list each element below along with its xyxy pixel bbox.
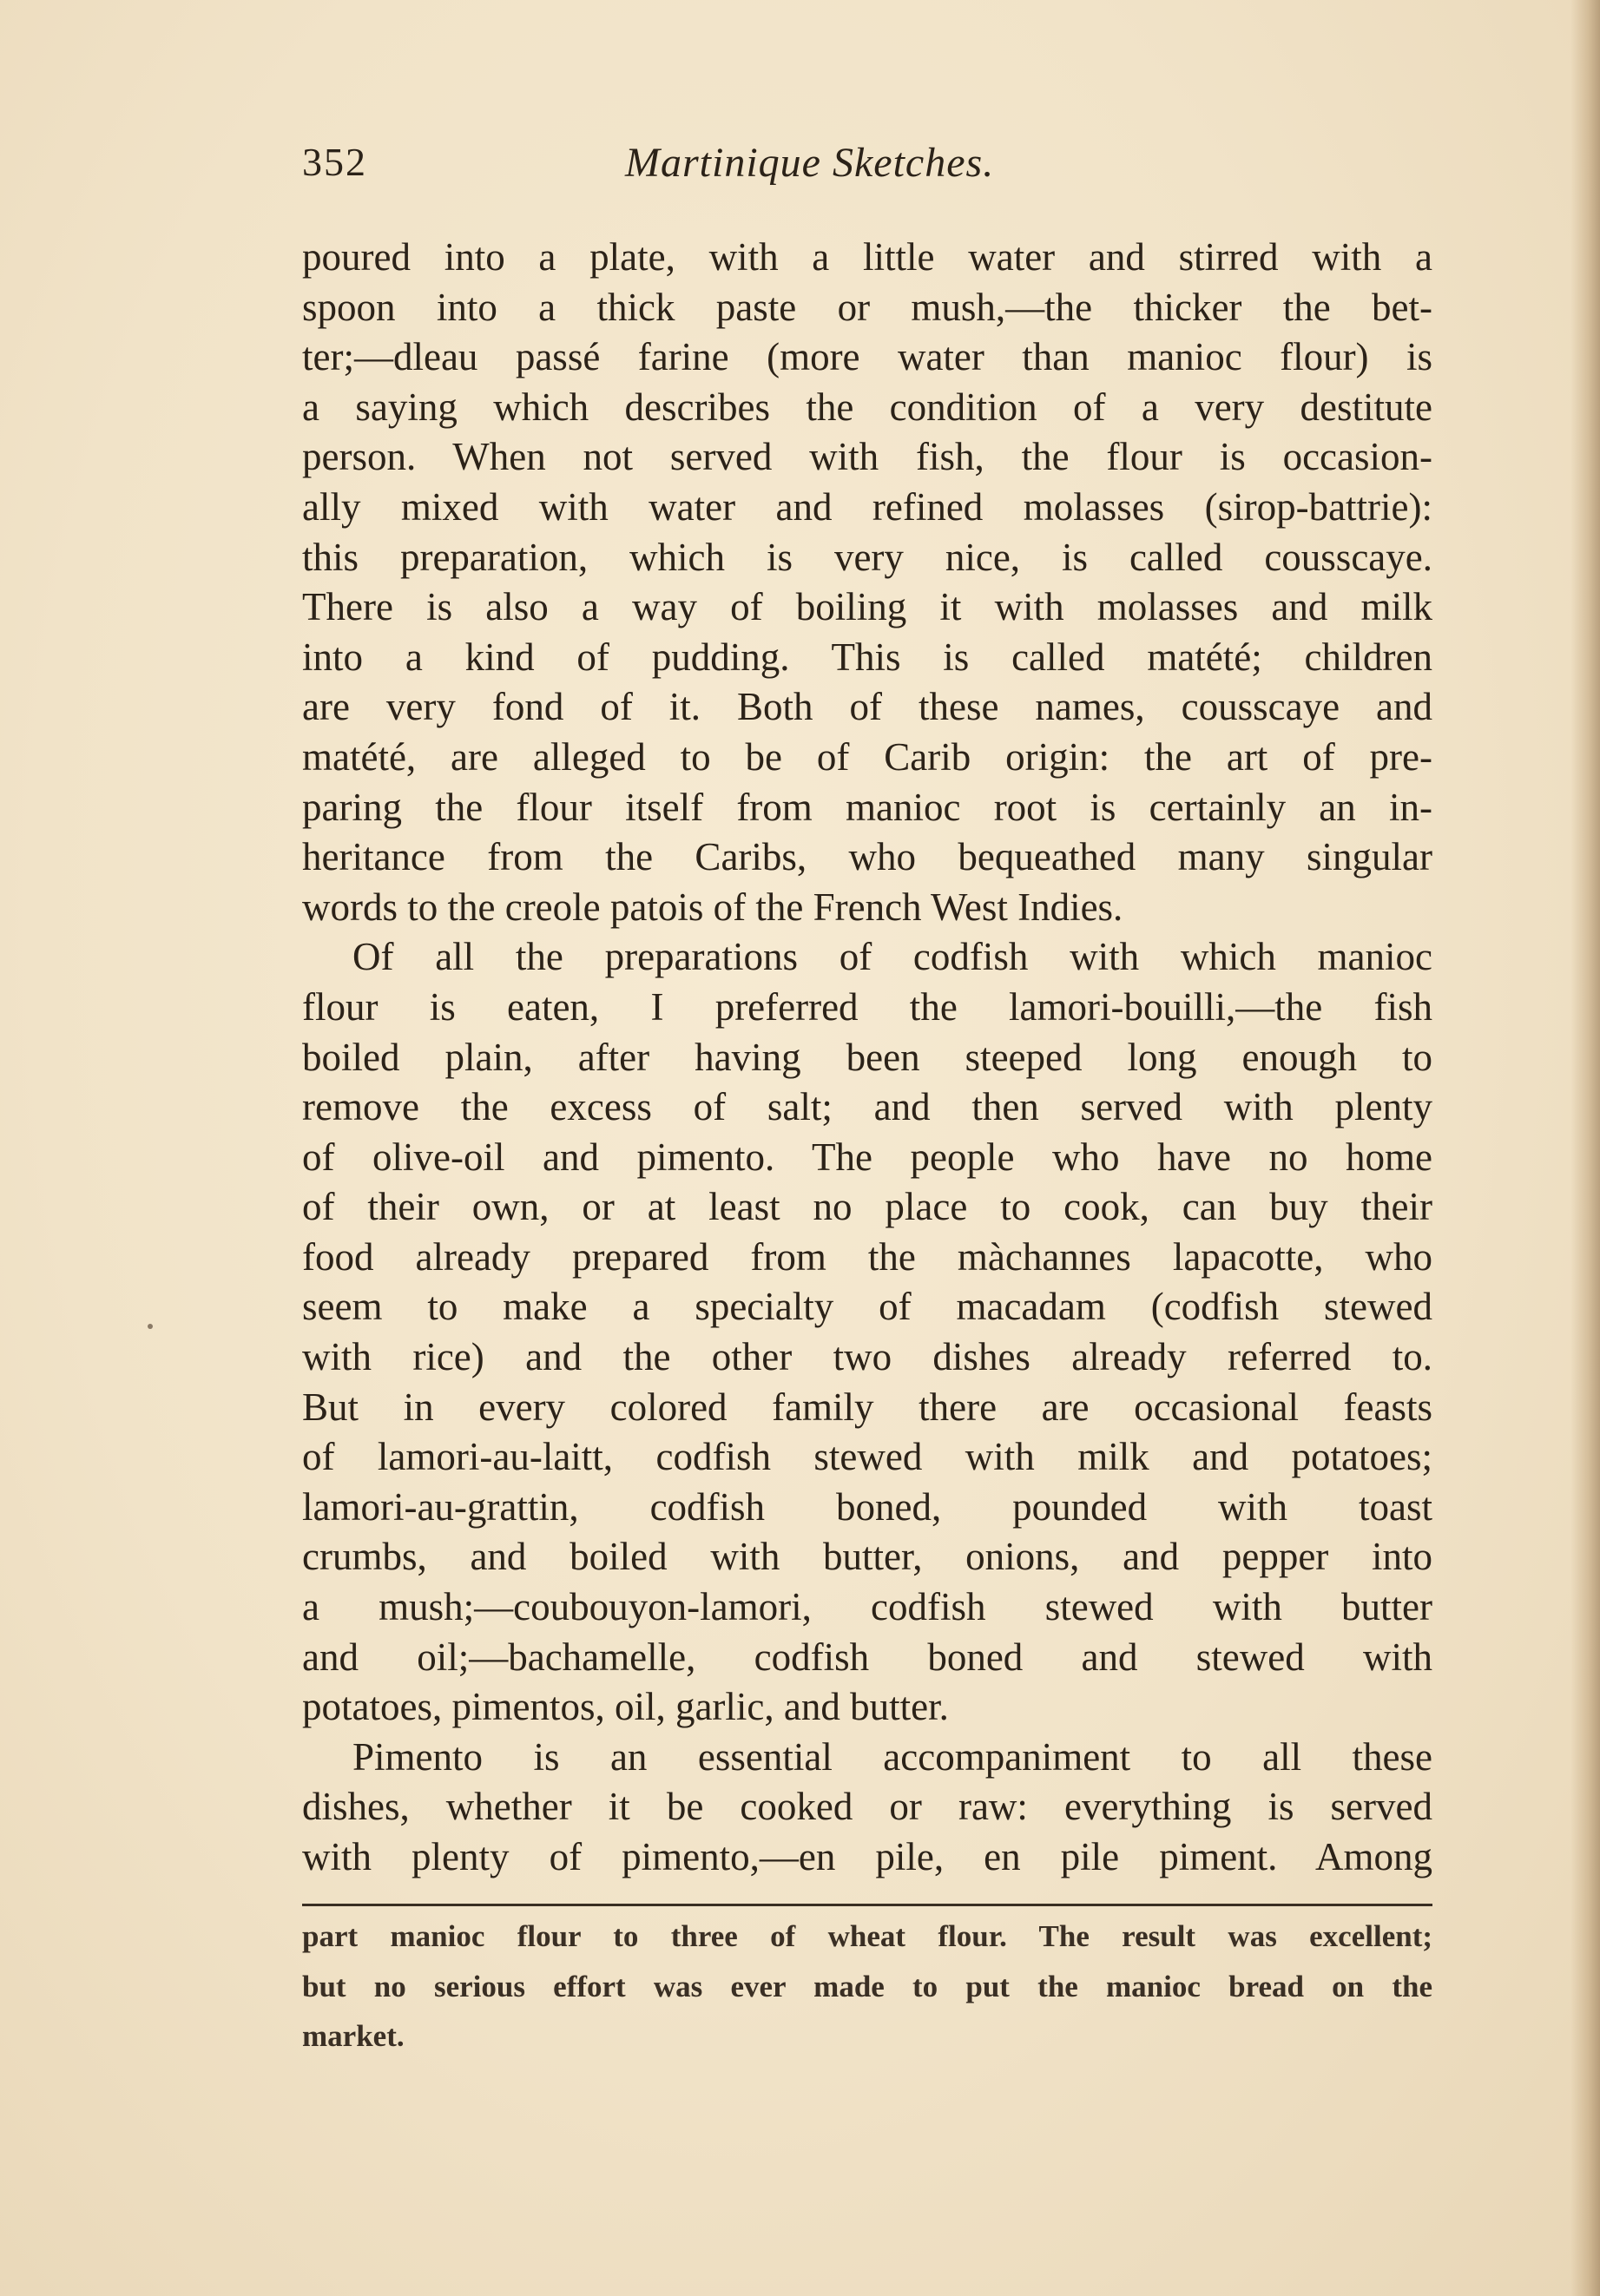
footnote-line: but no serious effort was ever made to put the manioc bread on the [302,1969,1432,2003]
text-line: matété, are alleged to be of Carib origin: the art of pre- [302,734,1432,779]
text-line: and oil;—bachamelle, codfish boned and stewed with [302,1635,1432,1679]
page-edge-shadow [1570,0,1600,2296]
text-line: a mush;—coubouyon-lamori, codfish stewed with butter [302,1585,1432,1629]
text-line: food already prepared from the màchannes lapacotte, who [302,1234,1432,1279]
text-line: boiled plain, after having been steeped long enough to [302,1035,1432,1079]
footnote-line: market. [302,2019,405,2054]
body-text [302,233,1432,1883]
text-line: into a kind of pudding. This is called matété; children [302,635,1432,679]
text-line: lamori-au-grattin, codfish boned, pounded with toast [302,1484,1432,1529]
text-line: remove the excess of salt; and then served with plenty [302,1085,1432,1129]
running-title: Martinique Sketches. [625,140,995,186]
text-line: paring the flour itself from manioc root is certainly an in- [302,785,1432,829]
text-line: poured into a plate, with a little water and stirred with a [302,235,1432,279]
page-header [302,139,1431,200]
footnote-line: part manioc flour to three of wheat flour. The result was excellent; [302,1919,1432,1953]
text-line: person. When not served with fish, the flour is occasion- [302,435,1432,479]
text-line: ally mixed with water and refined molasses (sirop-battrie): [302,484,1432,529]
text-line: with rice) and the other two dishes already referred to. [302,1335,1432,1379]
text-line: with plenty of pimento,—en pile, en pile piment. Among [302,1835,1432,1878]
footnote [302,1915,1432,2065]
text-line: But in every colored family there are occasional feasts [302,1385,1432,1429]
text-line: a saying which describes the condition of a very destitute [302,385,1432,429]
page-number: 352 [302,140,367,184]
text-line: seem to make a specialty of macadam (codfish stewed [302,1285,1432,1329]
text-line: heritance from the Caribs, who bequeathed many singular [302,835,1432,879]
text-line: of their own, or at least no place to cook, can buy their [302,1185,1432,1229]
text-line: There is also a way of boiling it with molasses and milk [302,585,1432,629]
text-line: words to the creole patois of the French West Indies. [302,885,1123,929]
paragraph-start-line: Pimento is an essential accompaniment to all these [352,1734,1432,1779]
text-line: of lamori-au-laitt, codfish stewed with milk and potatoes; [302,1435,1432,1479]
paragraph-start-line: Of all the preparations of codfish with which manioc [352,935,1432,979]
footnote-divider [302,1904,1432,1906]
text-line: flour is eaten, I preferred the lamori-bouilli,—the fish [302,984,1432,1029]
text-line: spoon into a thick paste or mush,—the thicker the bet- [302,285,1432,329]
text-line: of olive-oil and pimento. The people who have no home [302,1135,1432,1179]
text-line: potatoes, pimentos, oil, garlic, and butter. [302,1685,949,1729]
stray-ink-mark [148,1324,153,1329]
text-line: this preparation, which is very nice, is called cousscaye. [302,535,1432,579]
text-line: ter;—dleau passé farine (more water than manioc flour) is [302,335,1432,379]
text-line: crumbs, and boiled with butter, onions, and pepper into [302,1535,1432,1579]
text-line: are very fond of it. Both of these names, cousscaye and [302,685,1432,729]
text-line: dishes, whether it be cooked or raw: everything is served [302,1785,1432,1829]
